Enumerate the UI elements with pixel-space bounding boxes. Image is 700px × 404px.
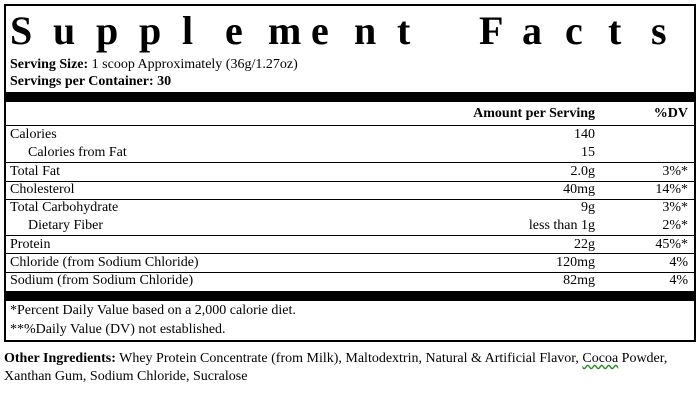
title-word-facts bbox=[479, 8, 694, 54]
other-ingredients-label: Other Ingredients: bbox=[4, 351, 116, 366]
title-word-supplement bbox=[10, 8, 440, 54]
nutrient-name: Calories bbox=[10, 127, 57, 143]
nutrient-name: Sodium (from Sodium Chloride) bbox=[10, 273, 194, 289]
other-ingredients-text-end: Powder, Xanthan Gum, Sodium Chloride, Sucralose bbox=[4, 351, 668, 384]
nutrient-name: Calories from Fat bbox=[28, 145, 127, 161]
title-letter: e bbox=[311, 8, 329, 53]
nutrient-dv: 3%* bbox=[662, 163, 688, 179]
servings-per-container-value: 30 bbox=[153, 74, 172, 89]
nutrient-amount: 22g bbox=[574, 236, 595, 252]
table-row bbox=[6, 199, 694, 217]
nutrient-dv: 2%* bbox=[662, 218, 688, 234]
spellcheck-word: Cocoa bbox=[582, 351, 619, 366]
title-letter: u bbox=[53, 8, 76, 53]
thick-divider bbox=[6, 291, 694, 301]
title-letter: p bbox=[139, 8, 162, 53]
other-ingredients-text: Whey Protein Concentrate (from Milk), Maltodextrin, Natural & Artificial Flavor, bbox=[115, 351, 583, 366]
nutrient-amount: 140 bbox=[574, 127, 595, 143]
title-letter: m bbox=[268, 8, 302, 53]
nutrient-name: Protein bbox=[10, 236, 51, 252]
table-row bbox=[6, 162, 694, 180]
nutrient-amount: less than 1g bbox=[528, 218, 595, 234]
title-letter: a bbox=[522, 8, 542, 53]
nutrient-name: Chloride (from Sodium Chloride) bbox=[10, 254, 199, 270]
footnote-percent-dv: *Percent Daily Value based on a 2,000 calorie diet. bbox=[10, 302, 296, 318]
nutrient-dv: 3%* bbox=[662, 200, 688, 216]
table-row bbox=[6, 235, 694, 253]
servings-per-container-label: Servings per Container: bbox=[10, 74, 154, 89]
table-row bbox=[6, 126, 694, 144]
serving-size-value: 1 scoop Approximately (36g/1.27oz) bbox=[88, 57, 298, 72]
nutrient-dv: 14%* bbox=[655, 182, 688, 198]
other-ingredients bbox=[4, 350, 694, 386]
serving-size bbox=[6, 56, 694, 73]
table-row bbox=[6, 272, 694, 290]
supplement-facts-panel bbox=[4, 4, 696, 342]
nutrient-dv: 45%* bbox=[655, 236, 688, 252]
title-letter: e bbox=[225, 8, 243, 53]
nutrient-amount: 120mg bbox=[556, 254, 595, 270]
nutrient-amount: 9g bbox=[581, 200, 595, 216]
table-row bbox=[6, 253, 694, 271]
nutrient-amount: 15 bbox=[581, 145, 595, 161]
thick-divider bbox=[6, 92, 694, 102]
table-row bbox=[6, 217, 694, 235]
title-letter: n bbox=[354, 8, 377, 53]
header-amount-per-serving: Amount per Serving bbox=[473, 105, 595, 121]
title-letter: S bbox=[10, 8, 33, 53]
table-row bbox=[6, 181, 694, 199]
title-letter: t bbox=[397, 8, 411, 53]
title-letter: F bbox=[479, 8, 504, 53]
title-letter: s bbox=[651, 8, 667, 53]
table-header bbox=[6, 102, 694, 126]
nutrient-name: Total Carbohydrate bbox=[10, 200, 119, 216]
servings-per-container bbox=[6, 73, 694, 90]
nutrient-name: Cholesterol bbox=[10, 182, 75, 198]
nutrient-name: Dietary Fiber bbox=[28, 218, 104, 234]
title-letter: l bbox=[182, 8, 194, 53]
nutrient-amount: 82mg bbox=[563, 273, 595, 289]
serving-size-label: Serving Size: bbox=[10, 57, 89, 72]
nutrient-amount: 40mg bbox=[563, 182, 595, 198]
panel-title bbox=[6, 6, 694, 56]
header-daily-value: %DV bbox=[653, 105, 688, 121]
title-letter: t bbox=[608, 8, 622, 53]
nutrient-amount: 2.0g bbox=[570, 163, 595, 179]
title-letter: c bbox=[565, 8, 583, 53]
nutrient-dv: 4% bbox=[669, 254, 688, 270]
title-letter: p bbox=[96, 8, 119, 53]
footnote-dv-not-established: **%Daily Value (DV) not established. bbox=[10, 321, 226, 337]
table-row bbox=[6, 144, 694, 162]
nutrient-dv: 4% bbox=[669, 273, 688, 289]
nutrient-name: Total Fat bbox=[10, 163, 60, 179]
